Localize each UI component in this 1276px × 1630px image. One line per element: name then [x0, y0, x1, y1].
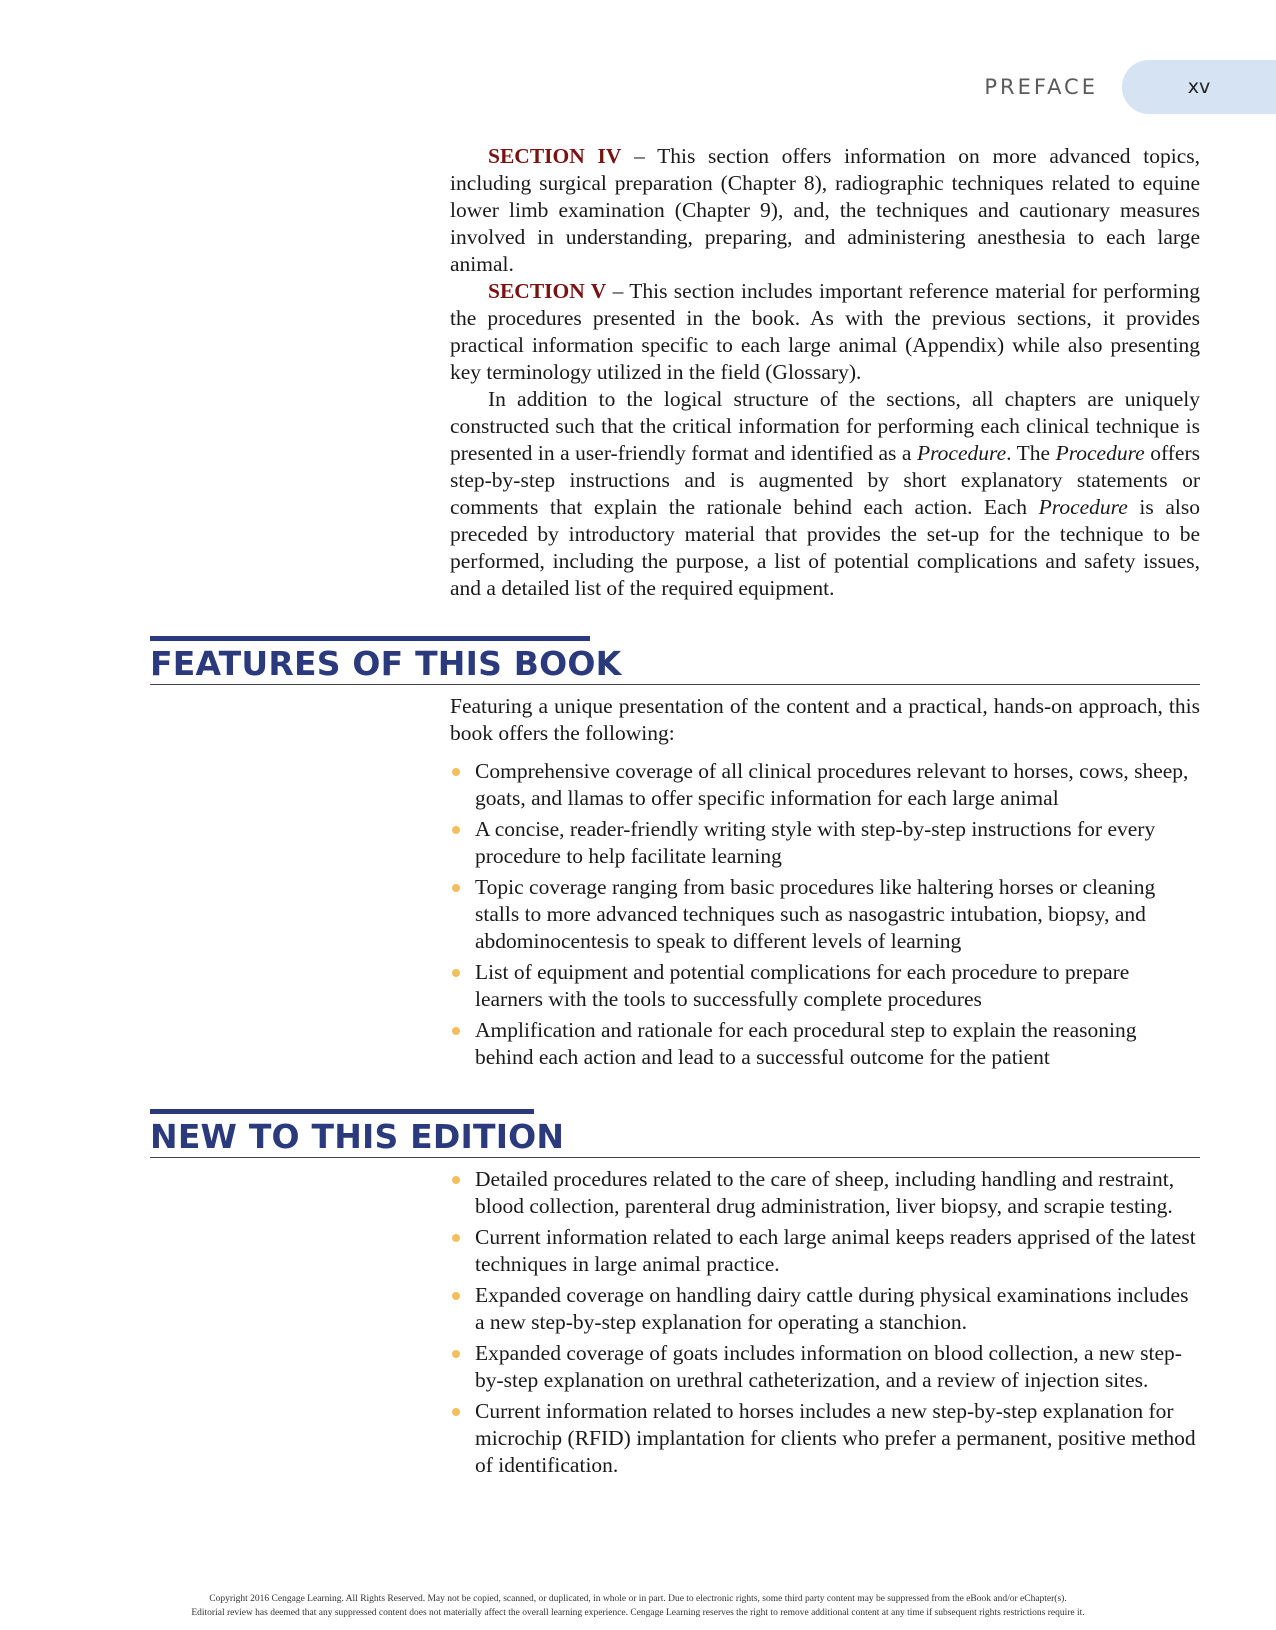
list-item: A concise, reader-friendly writing style with step-by-step instructions for every procedure to help facilitate learning	[450, 816, 1200, 870]
new-edition-content	[450, 1166, 1200, 1483]
section-iv-label: SECTION IV	[488, 144, 622, 168]
copyright-line-2: Editorial review has deemed that any suppressed content does not materially affect the overall learning experience. Cengage Learning reserves the right to remove additional content at any time if subsequent rights restrictions require it.	[191, 1608, 1085, 1618]
list-item: List of equipment and potential complications for each procedure to prepare learners with the tools to successfully complete procedures	[450, 959, 1200, 1013]
sections-description	[450, 143, 1200, 602]
bullet-icon	[452, 1292, 460, 1300]
copyright-line-1: Copyright 2016 Cengage Learning. All Rights Reserved. May not be copied, scanned, or duplicated, in whole or in part. Due to electronic rights, some third party content may be suppressed from the eBook and/or eChapter(s).	[209, 1594, 1067, 1604]
bullet-icon	[452, 1234, 460, 1242]
section-v-label: SECTION V	[488, 279, 607, 303]
running-title: PREFACE	[984, 75, 1098, 99]
list-item: Amplification and rationale for each procedural step to explain the reasoning behind each action and lead to a successful outcome for the patient	[450, 1017, 1200, 1071]
page-number: xv	[1187, 76, 1211, 98]
procedure-term: Procedure	[1038, 495, 1128, 519]
list-item: Expanded coverage on handling dairy cattle during physical examinations includes a new step-by-step explanation for operating a stanchion.	[450, 1282, 1200, 1336]
bullet-icon	[452, 884, 460, 892]
bullet-icon	[452, 1176, 460, 1184]
bullet-icon	[452, 826, 460, 834]
bullet-icon	[452, 1350, 460, 1358]
list-item: Current information related to each large animal keeps readers apprised of the latest techniques in large animal practice.	[450, 1224, 1200, 1278]
structure-text-2: . The	[1006, 441, 1056, 465]
features-heading-block	[150, 636, 1200, 685]
list-item: Topic coverage ranging from basic procedures like haltering horses or cleaning stalls to more advanced techniques such as nasogastric intubation, biopsy, and abdominocentesis to speak to different levels of learning	[450, 874, 1200, 955]
heading-rule	[150, 1157, 1200, 1158]
section-iv-text: – This section offers information on more advanced topics, including surgical preparation (Chapter 8), radiographic techniques related to equine lower limb examination (Chapter 9), and, the techniques and cautionary measures involved in understanding, preparing, and administering anesthesia to each large animal.	[450, 144, 1200, 276]
copyright-footer	[0, 1592, 1276, 1620]
procedure-term: Procedure	[916, 441, 1007, 465]
new-edition-list	[450, 1166, 1200, 1479]
features-content	[450, 693, 1200, 1075]
bullet-icon	[452, 768, 460, 776]
structure-text-3: offers step-by-step instructions and is augmented by short explanatory statements or comments that explain the rationale behind each action. Each	[450, 441, 1200, 519]
list-item: Current information related to horses includes a new step-by-step explanation for microchip (RFID) implantation for clients who prefer a permanent, positive method of identification.	[450, 1398, 1200, 1479]
bullet-icon	[452, 1027, 460, 1035]
page-number-tab	[1122, 60, 1276, 114]
features-intro: Featuring a unique presentation of the content and a practical, hands-on approach, this book offers the following:	[450, 694, 1200, 745]
structure-paragraph	[450, 386, 1200, 602]
section-v-text: – This section includes important reference material for performing the procedures presented in the book. As with the previous sections, it provides practical information specific to each large animal (Appendix) while also presenting key terminology utilized in the field (Glossary).	[450, 279, 1200, 384]
features-heading: FEATURES OF THIS BOOK	[150, 644, 622, 683]
heading-accent-bar	[150, 636, 590, 641]
heading-accent-bar	[150, 1109, 534, 1114]
procedure-term: Procedure	[1055, 441, 1145, 465]
list-item: Expanded coverage of goats includes information on blood collection, a new step-by-step explanation on urethral catheterization, and a review of injection sites.	[450, 1340, 1200, 1394]
structure-text-1: In addition to the logical structure of the sections, all chapters are uniquely constructed such that the critical information for performing each clinical technique is presented in a user-friendly format and identified as a	[450, 387, 1200, 465]
structure-text-4: is also preceded by introductory material that provides the set-up for the technique to be performed, including the purpose, a list of potential complications and safety issues, and a detailed list of the required equipment.	[450, 495, 1200, 600]
list-item: Detailed procedures related to the care of sheep, including handling and restraint, blood collection, parenteral drug administration, liver biopsy, and scrapie testing.	[450, 1166, 1200, 1220]
new-edition-heading-block	[150, 1109, 1200, 1158]
bullet-icon	[452, 969, 460, 977]
new-edition-heading: NEW TO THIS EDITION	[150, 1117, 565, 1156]
section-iv-paragraph	[450, 143, 1200, 278]
running-head	[984, 60, 1276, 114]
section-v-paragraph	[450, 278, 1200, 386]
bullet-icon	[452, 1408, 460, 1416]
features-list	[450, 758, 1200, 1071]
heading-rule	[150, 684, 1200, 685]
list-item: Comprehensive coverage of all clinical procedures relevant to horses, cows, sheep, goats, and llamas to offer specific information for each large animal	[450, 758, 1200, 812]
